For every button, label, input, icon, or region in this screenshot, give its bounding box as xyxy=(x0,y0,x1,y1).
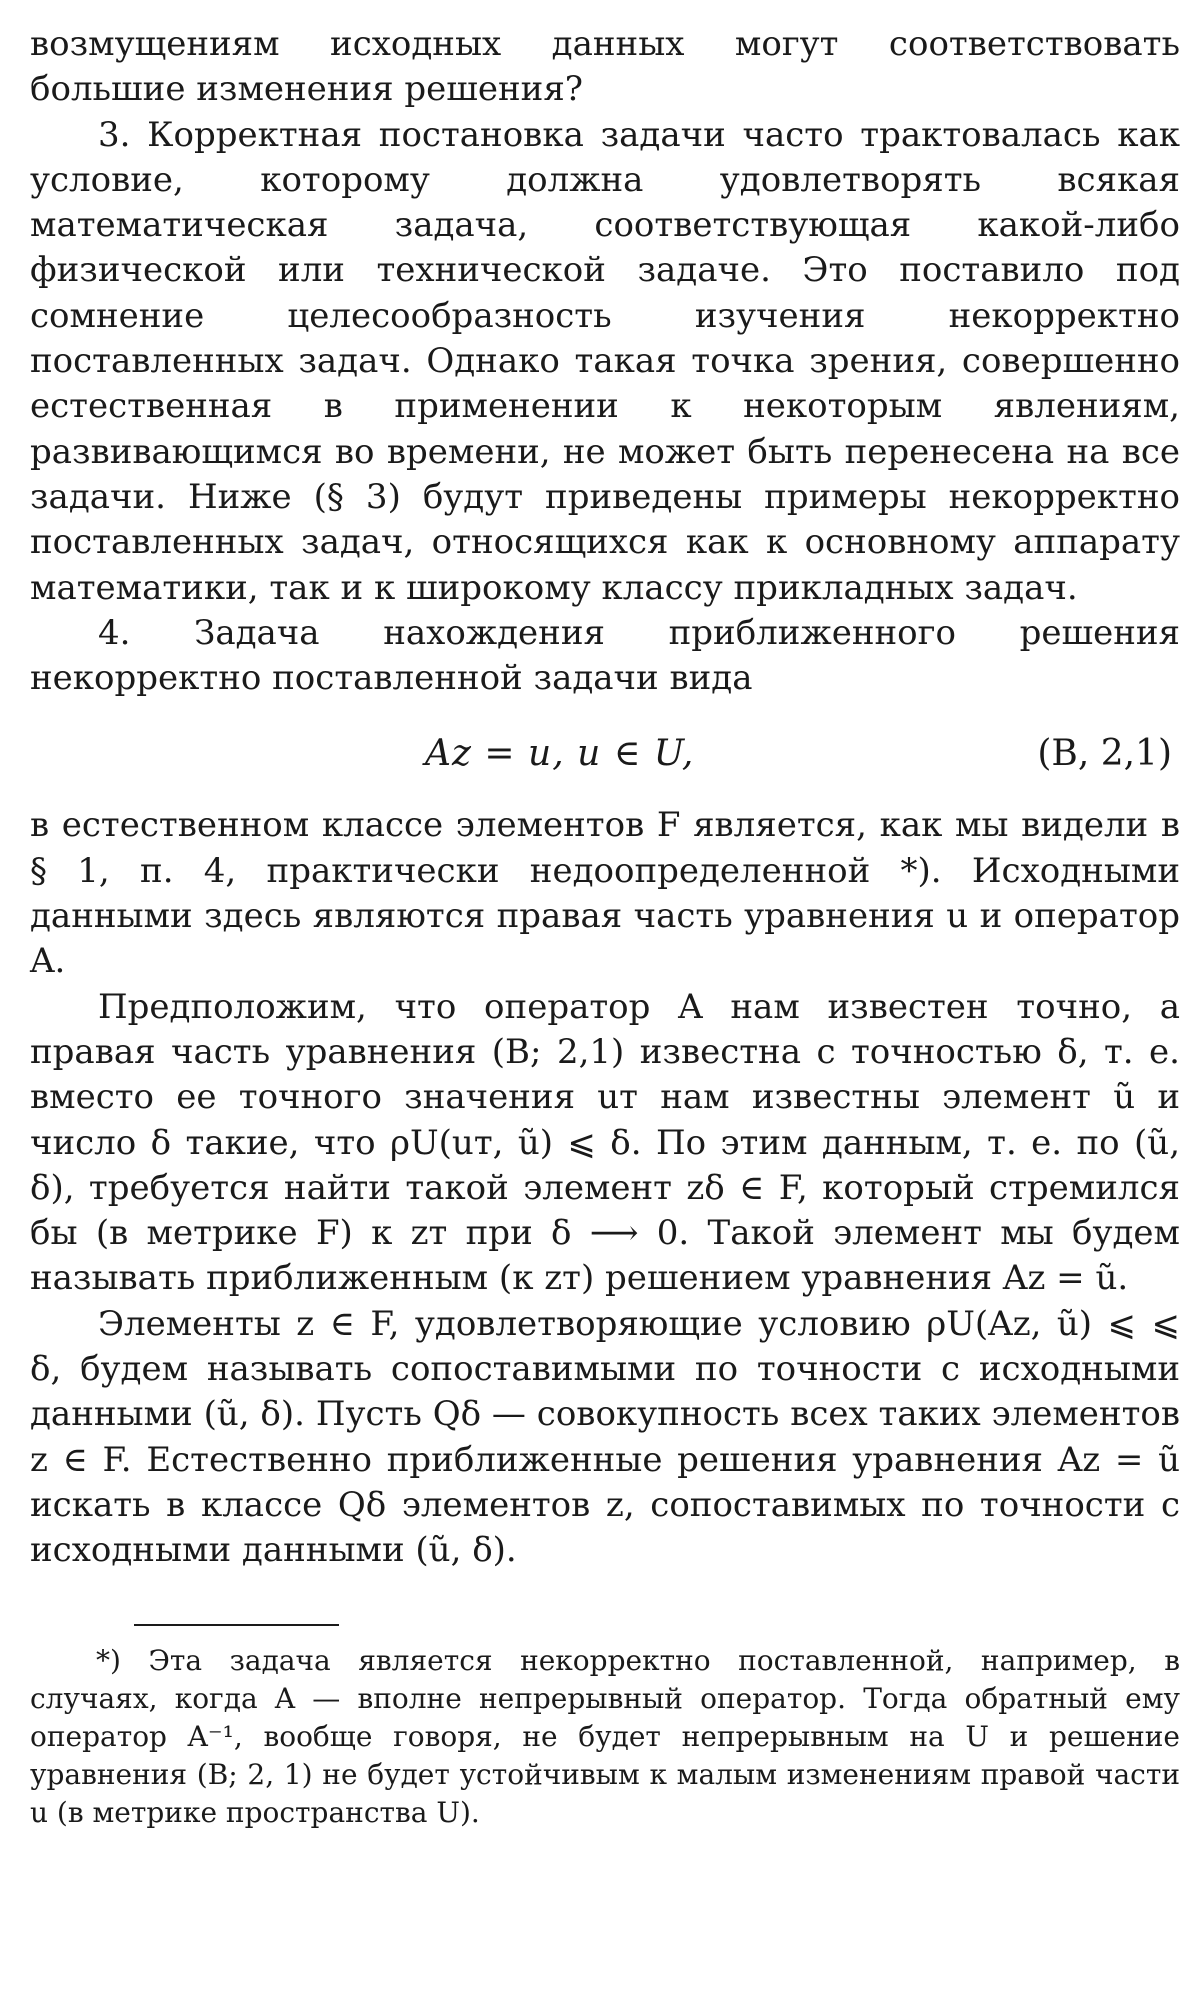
page xyxy=(30,22,1180,1832)
display-equation xyxy=(30,707,1180,799)
footnote-divider xyxy=(134,1624,339,1626)
footnote: *) Эта задача является некорректно поставленной, например, в случаях, когда A — вполне непрерывный оператор. Тогда обратный ему оператор A⁻¹, вообще говоря, не будет непрерывным на U и решение уравнения (В; 2, 1) не будет устойчивым к малым изменениям правой части u (в метрике пространства U). xyxy=(30,1643,1180,1829)
paragraph-continuation: возмущениям исходных данных могут соответствовать большие изменения решения? xyxy=(30,24,1180,110)
equation-number: (В, 2,1) xyxy=(1037,733,1172,775)
paragraph-assumption: Предположим, что оператор A нам известен точно, а правая часть уравнения (В; 2,1) известна с точностью δ, т. е. вместо ее точного значения uт нам известны элемент ũ и число δ такие, что ρU(uт, ũ) ⩽ δ. По этим данным, т. е. по (ũ, δ), требуется найти такой элемент zδ ∈ F, который стремился бы (в метрике F) к zт при δ ⟶ 0. Такой элемент мы будем называть приближенным (к zт) решением уравнения Az = ũ. xyxy=(30,986,1180,1299)
paragraph-comparable-elements: Элементы z ∈ F, удовлетворяющие условию ρU(Az, ũ) ⩽ ⩽ δ, будем называть сопоставимыми по точности с исходными данными (ũ, δ). Пусть Qδ — совокупность всех таких элементов z ∈ F. Естественно приближенные решения уравнения Az = ũ искать в классе Qδ элементов z, сопоставимых по точности с исходными данными (ũ, δ). xyxy=(30,1303,1180,1571)
equation-expression: Az = u, u ∈ U, xyxy=(425,733,695,775)
paragraph-section-4: 4. Задача нахождения приближенного решения некорректно поставленной задачи вида xyxy=(30,612,1180,699)
paragraph-after-formula: в естественном классе элементов F является, как мы видели в § 1, п. 4, практически недоопределенной *). Исходными данными здесь являются правая часть уравнения u и оператор A. xyxy=(30,805,1180,982)
paragraph-section-3: 3. Корректная постановка задачи часто трактовалась как условие, которому должна удовлетворять всякая математическая задача, соответствующая какой-либо физической или технической задаче. Это поставило под сомнение целесообразность изучения некорректно поставленных задач. Однако такая точка зрения, совершенно естественная в применении к некоторым явлениям, развивающимся во времени, не может быть перенесена на все задачи. Ниже (§ 3) будут приведены примеры некорректно поставленных задач, относящихся как к основному аппарату математики, так и к широкому классу прикладных задач. xyxy=(30,114,1180,608)
